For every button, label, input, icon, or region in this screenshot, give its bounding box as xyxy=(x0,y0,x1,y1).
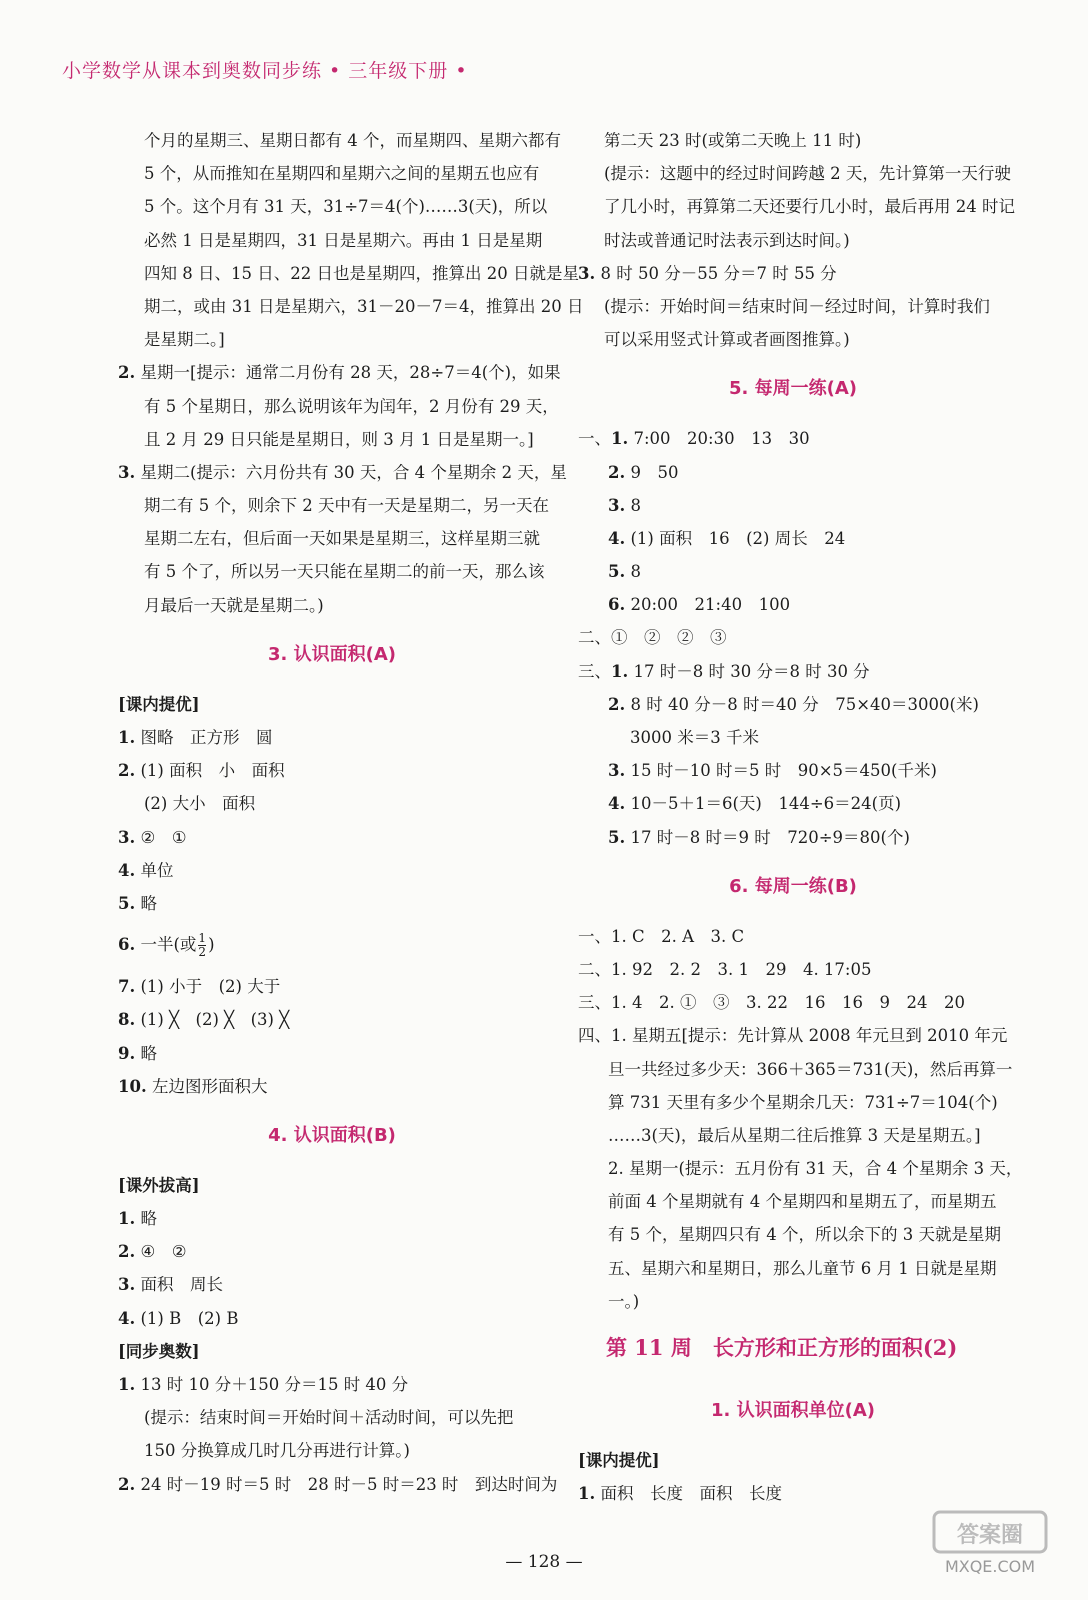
answer-text: ④ ② xyxy=(140,1242,187,1262)
text-line: 5 个，从而推知在星期四和星期六之间的星期五也应有 xyxy=(144,164,540,184)
answer-item xyxy=(578,257,1008,290)
answer-text: 13 时 10 分＋150 分＝15 时 40 分 xyxy=(140,1375,409,1394)
answer-text: ② ① xyxy=(140,827,187,847)
item-number: 5. xyxy=(608,827,626,847)
answer-item xyxy=(578,787,1008,820)
text-line: 可以采用竖式计算或者画图推算。) xyxy=(604,330,850,350)
text-line: 有 5 个了，所以另一天只能在星期二的前一天，那么该 xyxy=(144,562,545,582)
answer-text: 1. 92 2. 2 3. 1 29 4. 17:05 xyxy=(611,959,872,979)
answer-item xyxy=(578,953,1008,986)
answer-item xyxy=(578,986,1008,1019)
answer-text: 17 时－8 时＝9 时 720÷9＝80(个) xyxy=(630,827,910,847)
watermark-text: MXQE.COM xyxy=(944,1557,1036,1576)
item-number: 2. xyxy=(608,694,626,714)
item-number: 2. xyxy=(118,1474,136,1494)
text-line: 期二，或由 31 日是星期六，31－20－7＝4，推算出 20 日 xyxy=(144,296,584,316)
text-line: 第二天 23 时(或第二天晚上 11 时) xyxy=(604,131,862,150)
section-title: 6. 每周一练(B) xyxy=(729,875,857,897)
section-title: 5. 每周一练(A) xyxy=(728,378,857,400)
item-number: 9. xyxy=(118,1043,136,1063)
item-number: 3. xyxy=(608,495,626,515)
item-number: 5. xyxy=(608,562,626,582)
item-number: 3. xyxy=(118,827,136,847)
left-column xyxy=(118,124,584,1501)
item-number: 4. xyxy=(118,1308,136,1328)
subsection-tag: [课外拔高] xyxy=(118,1175,200,1195)
text-line: 3000 米＝3 千米 xyxy=(630,728,759,747)
text-line: (提示：结束时间＝开始时间＋活动时间，可以先把 xyxy=(144,1408,514,1428)
item-number: 2. xyxy=(118,363,136,383)
answer-text: (1) ╳ (2) ╳ (3) ╳ xyxy=(140,1010,290,1030)
part-number: 二、 xyxy=(578,959,611,979)
answer-text: 左边图形面积大 xyxy=(151,1076,268,1096)
answer-item xyxy=(118,1302,546,1335)
part-number: 一、 xyxy=(578,926,611,946)
fraction xyxy=(198,932,206,959)
answer-text: 9 50 xyxy=(630,462,679,482)
text-line: 旦一共经过多少天：366＋365＝731(天)，然后再算一 xyxy=(608,1059,1013,1079)
answer-text: (2) 大小 面积 xyxy=(144,794,256,814)
item-number: 3. xyxy=(608,761,626,781)
answer-text: (1) 面积 16 (2) 周长 24 xyxy=(630,528,846,548)
section-title: 1. 认识面积单位(A) xyxy=(710,1400,875,1421)
text-line: 有 5 个星期日，那么说明该年为闰年，2 月份有 29 天， xyxy=(144,396,559,416)
answer-item xyxy=(118,821,546,854)
answer-text: 8 xyxy=(630,562,641,582)
answer-item xyxy=(118,920,546,970)
answer-text: 面积 周长 xyxy=(140,1275,223,1295)
answer-item xyxy=(118,787,546,820)
answer-text: 面积 长度 面积 长度 xyxy=(600,1484,782,1504)
part-number: 三、 xyxy=(578,661,611,681)
text-line: ……3(天)，最后从星期二往后推算 3 天是星期五。] xyxy=(608,1125,981,1145)
answer-item xyxy=(118,1368,546,1401)
item-number: 4. xyxy=(118,860,136,880)
text-line: 必然 1 日是星期四，31 日是星期六。再由 1 日是星期 xyxy=(144,230,543,250)
watermark-logo xyxy=(930,1508,1050,1578)
answer-text: 1. 星期五[提示：先计算从 2008 年元旦到 2010 年元 xyxy=(611,1026,1008,1046)
answer-text: 略 xyxy=(140,1043,157,1063)
item-number: 8. xyxy=(118,1010,136,1030)
part-number: 二、 xyxy=(578,628,611,648)
part-number: 四、 xyxy=(578,1026,611,1046)
text-line: 月最后一天就是星期二。) xyxy=(144,595,324,615)
answer-text: 图略 正方形 圆 xyxy=(140,728,273,747)
item-number: 1. xyxy=(578,1484,596,1504)
answer-item xyxy=(578,1019,1008,1052)
svg-text:答案圈: 答案圈 xyxy=(956,1523,1024,1548)
text-line: 个月的星期三、星期日都有 4 个，而星期四、星期六都有 xyxy=(144,131,561,150)
subsection-tag: [课内提优] xyxy=(118,694,200,714)
answer-item xyxy=(578,754,1008,787)
text-line: (提示：这题中的经过时间跨越 2 天，先计算第一天行驶 xyxy=(604,164,1011,184)
week-title: 第 11 周 长方形和正方形的面积(2) xyxy=(606,1335,958,1360)
answer-item xyxy=(578,522,1008,555)
text-line: 一。) xyxy=(608,1291,640,1311)
answer-text: 略 xyxy=(140,893,157,913)
item-number: 1. xyxy=(611,661,629,681)
section-title: 4. 认识面积(B) xyxy=(268,1124,396,1146)
answer-item xyxy=(118,356,561,389)
item-number: 6. xyxy=(608,595,626,615)
answer-text: 17 时－8 时 30 分＝8 时 30 分 xyxy=(633,661,870,681)
answer-text: 星期二(提示：六月份共有 30 天，合 4 个星期余 2 天，星 xyxy=(140,462,567,482)
answer-item xyxy=(578,555,1008,588)
answer-text: (1) 小于 (2) 大于 xyxy=(140,977,281,997)
answer-text: 星期一[提示：通常二月份有 28 天，28÷7＝4(个)，如果 xyxy=(140,363,561,383)
answer-item xyxy=(118,1003,546,1036)
answer-text: 8 时 50 分－55 分＝7 时 55 分 xyxy=(600,263,837,283)
answer-text: 一半(或 xyxy=(140,935,197,955)
answer-item xyxy=(118,456,567,489)
answer-text: 略 xyxy=(140,1209,157,1229)
answer-text: (1) 面积 小 面积 xyxy=(140,761,285,781)
answer-item xyxy=(118,1468,558,1501)
answer-item xyxy=(578,688,1008,721)
answer-text: 8 xyxy=(630,495,641,515)
text-line: 5 个。这个月有 31 天，31÷7＝4(个)……3(天)，所以 xyxy=(144,197,548,217)
answer-item xyxy=(578,422,1008,455)
answer-text: 1. C 2. A 3. C xyxy=(611,926,745,946)
item-number: 1. xyxy=(118,728,136,747)
text-line: 了几小时，再算第二天还要行几小时，最后再用 24 时记 xyxy=(604,197,1015,217)
answer-item xyxy=(118,854,546,887)
answer-item xyxy=(578,621,1008,654)
section-title: 3. 认识面积(A) xyxy=(267,643,396,665)
text-line: 时法或普通记时法表示到达时间。) xyxy=(604,230,850,250)
answer-text: 10－5＋1＝6(天) 144÷6＝24(页) xyxy=(630,794,902,814)
text-line: 是星期二。] xyxy=(144,330,225,350)
answer-item xyxy=(578,920,1008,953)
text-line: 五、星期六和星期日，那么儿童节 6 月 1 日就是星期 xyxy=(608,1258,997,1278)
item-number: 1. xyxy=(118,1375,136,1394)
page-number: — 128 — xyxy=(505,1552,583,1572)
page-header: 小学数学从课本到奥数同步练 • 三年级下册 • xyxy=(62,60,468,82)
item-number: 2. xyxy=(118,761,136,781)
subsection-tag: [同步奥数] xyxy=(118,1341,200,1361)
right-column xyxy=(578,124,1023,1510)
answer-item xyxy=(118,1070,546,1103)
text-line: 四知 8 日、15 日、22 日也是星期四，推算出 20 日就是星 xyxy=(144,263,579,283)
answer-item xyxy=(578,489,1008,522)
text-line: 星期二左右，但后面一天如果是星期三，这样星期三就 xyxy=(144,529,540,549)
item-number: 3. xyxy=(578,263,596,283)
text-line: 2. 星期一(提示：五月份有 31 天，合 4 个星期余 3 天， xyxy=(608,1159,1023,1179)
answer-item xyxy=(578,1477,1008,1510)
item-number: 4. xyxy=(608,528,626,548)
item-number: 4. xyxy=(608,794,626,814)
text-line: (提示：开始时间＝结束时间－经过时间，计算时我们 xyxy=(604,296,990,316)
answer-item xyxy=(118,970,546,1003)
answer-item xyxy=(118,1202,546,1235)
answer-item xyxy=(118,1268,546,1301)
item-number: 2. xyxy=(608,462,626,482)
text-line: 且 2 月 29 日只能是星期日，则 3 月 1 日是星期一。] xyxy=(144,429,534,449)
answer-item xyxy=(578,588,1008,621)
item-number: 1. xyxy=(611,429,629,449)
item-number: 3. xyxy=(118,1275,136,1295)
item-number: 1. xyxy=(118,1209,136,1229)
subsection-tag: [课内提优] xyxy=(578,1451,660,1470)
answer-text: 15 时－10 时＝5 时 90×5＝450(千米) xyxy=(630,761,937,781)
item-number: 3. xyxy=(118,462,136,482)
item-number: 7. xyxy=(118,977,136,997)
answer-item xyxy=(578,655,1008,688)
item-number: 5. xyxy=(118,893,136,913)
text-line: 算 731 天里有多少个星期余几天：731÷7＝104(个) xyxy=(608,1092,998,1112)
item-number: 2. xyxy=(118,1242,136,1262)
answer-text: 20:00 21:40 100 xyxy=(630,595,791,615)
answer-text: 24 时－19 时＝5 时 28 时－5 时＝23 时 到达时间为 xyxy=(140,1474,558,1494)
answer-item xyxy=(118,1235,546,1268)
answer-item xyxy=(118,721,546,754)
item-number: 6. xyxy=(118,935,136,955)
numerator: 1 xyxy=(198,931,207,946)
answer-text: 7:00 20:30 13 30 xyxy=(633,429,810,449)
answer-item xyxy=(118,887,546,920)
answer-item xyxy=(118,754,546,787)
part-number: 三、 xyxy=(578,993,611,1013)
item-number: 10. xyxy=(118,1076,147,1096)
answer-item xyxy=(578,821,1008,854)
answer-item xyxy=(578,456,1008,489)
paren: ) xyxy=(208,935,215,955)
answer-text: 8 时 40 分－8 时＝40 分 75×40＝3000(米) xyxy=(630,694,979,714)
text-line: 前面 4 个星期就有 4 个星期四和星期五了，而星期五 xyxy=(608,1192,997,1212)
denominator: 2 xyxy=(198,945,207,960)
text-line: 有 5 个，星期四只有 4 个，所以余下的 3 天就是星期 xyxy=(608,1225,1001,1245)
text-line: 期二有 5 个，则余下 2 天中有一天是星期二，另一天在 xyxy=(144,496,549,516)
answer-text: 1. 4 2. ① ③ 3. 22 16 16 9 24 20 xyxy=(611,993,965,1013)
answer-text: (1) B (2) B xyxy=(140,1308,239,1328)
text-line: 150 分换算成几时几分再进行计算。) xyxy=(144,1441,410,1461)
answer-text: ① ② ② ③ xyxy=(611,628,727,648)
answer-text: 单位 xyxy=(140,860,174,880)
answer-item xyxy=(118,1037,546,1070)
part-number: 一、 xyxy=(578,429,611,449)
